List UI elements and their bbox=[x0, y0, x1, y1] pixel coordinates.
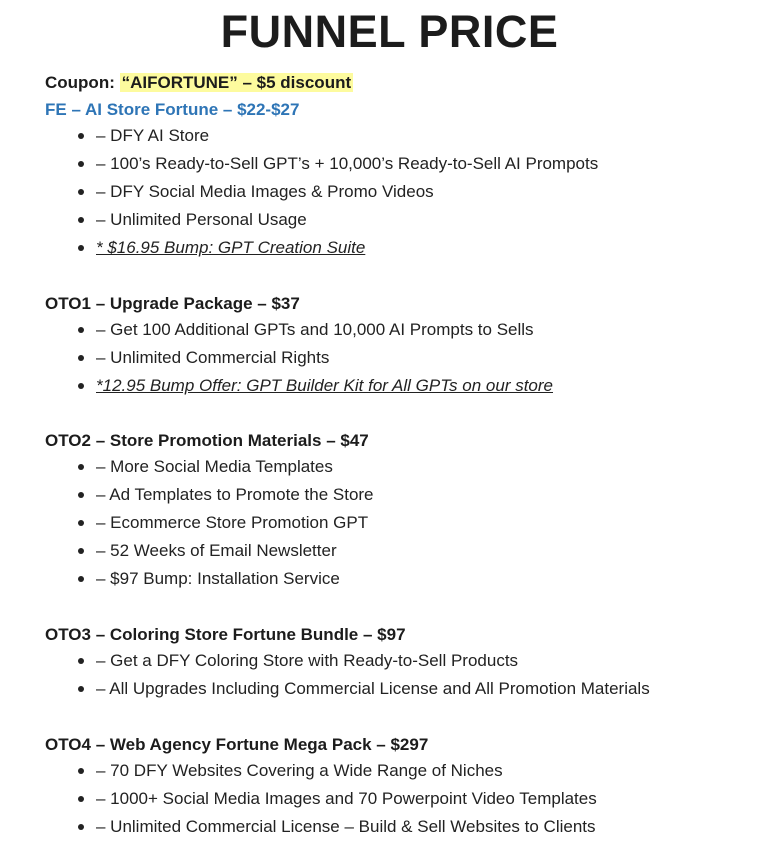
section-fe bbox=[45, 98, 765, 262]
bullet-icon bbox=[78, 796, 84, 802]
section-oto2-list bbox=[45, 453, 765, 593]
list-item bbox=[45, 565, 765, 593]
bullet-icon bbox=[78, 520, 84, 526]
bullet-icon bbox=[78, 658, 84, 664]
list-item-text: – Unlimited Personal Usage bbox=[96, 210, 307, 229]
section-title-oto1: OTO1 – Upgrade Package – $37 bbox=[45, 294, 300, 313]
list-item-text: – DFY AI Store bbox=[96, 126, 210, 145]
bullet-icon bbox=[78, 686, 84, 692]
bullet-icon bbox=[78, 245, 84, 251]
list-item-text: – Unlimited Commercial License – Build & Sell Websites to Clients bbox=[96, 817, 596, 836]
list-item bbox=[45, 509, 765, 537]
section-title-oto2: OTO2 – Store Promotion Materials – $47 bbox=[45, 431, 369, 450]
list-item bbox=[45, 647, 765, 675]
list-item bbox=[45, 537, 765, 565]
bullet-icon bbox=[78, 189, 84, 195]
list-item-text: – Ecommerce Store Promotion GPT bbox=[96, 513, 369, 532]
section-oto3-list bbox=[45, 647, 765, 703]
bullet-icon bbox=[78, 355, 84, 361]
section-oto2 bbox=[45, 429, 765, 593]
page-title: FUNNEL PRICE bbox=[220, 6, 559, 57]
bullet-icon bbox=[78, 492, 84, 498]
list-item bbox=[45, 122, 765, 150]
list-item-text: – All Upgrades Including Commercial License and All Promotion Materials bbox=[96, 679, 650, 698]
section-oto1-list bbox=[45, 316, 765, 400]
list-item-text: – $97 Bump: Installation Service bbox=[96, 569, 340, 588]
list-item bbox=[45, 785, 765, 813]
bump-offer-text: * $16.95 Bump: GPT Creation Suite bbox=[96, 238, 366, 257]
list-item-text: – 1000+ Social Media Images and 70 Powerpoint Video Templates bbox=[96, 789, 597, 808]
list-item bbox=[45, 453, 765, 481]
list-item-text: – 52 Weeks of Email Newsletter bbox=[96, 541, 337, 560]
list-item bbox=[45, 150, 765, 178]
section-title-fe: FE – AI Store Fortune – $22-$27 bbox=[45, 100, 300, 119]
list-item-text: – 100’s Ready-to-Sell GPT’s + 10,000’s Ready-to-Sell AI Prompots bbox=[96, 154, 599, 173]
coupon-code-highlight: “AIFORTUNE” – $5 discount bbox=[121, 73, 352, 92]
list-item bbox=[45, 206, 765, 234]
list-item-text: – Get 100 Additional GPTs and 10,000 AI Prompts to Sells bbox=[96, 320, 534, 339]
list-item-text: – Unlimited Commercial Rights bbox=[96, 348, 330, 367]
bullet-icon bbox=[78, 161, 84, 167]
list-item bbox=[45, 178, 765, 206]
bullet-icon bbox=[78, 133, 84, 139]
list-item-text: – Ad Templates to Promote the Store bbox=[96, 485, 374, 504]
list-item-text: – Get a DFY Coloring Store with Ready-to-Sell Products bbox=[96, 651, 519, 670]
list-item bbox=[45, 813, 765, 841]
list-item bbox=[45, 234, 765, 262]
list-item-text: – DFY Social Media Images & Promo Videos bbox=[96, 182, 434, 201]
coupon-line bbox=[45, 71, 353, 95]
list-item-text: – More Social Media Templates bbox=[96, 457, 333, 476]
bullet-icon bbox=[78, 548, 84, 554]
list-item bbox=[45, 675, 765, 703]
bullet-icon bbox=[78, 327, 84, 333]
bullet-icon bbox=[78, 383, 84, 389]
section-oto4-list bbox=[45, 757, 765, 841]
section-oto3 bbox=[45, 623, 765, 703]
list-item-text: – 70 DFY Websites Covering a Wide Range of Niches bbox=[96, 761, 503, 780]
bullet-icon bbox=[78, 464, 84, 470]
section-title-oto4: OTO4 – Web Agency Fortune Mega Pack – $297 bbox=[45, 735, 429, 754]
section-oto4 bbox=[45, 733, 765, 841]
list-item bbox=[45, 316, 765, 344]
bullet-icon bbox=[78, 217, 84, 223]
bullet-icon bbox=[78, 768, 84, 774]
section-fe-list bbox=[45, 122, 765, 262]
list-item bbox=[45, 481, 765, 509]
coupon-label: Coupon: bbox=[45, 73, 120, 92]
bump-offer-text: *12.95 Bump Offer: GPT Builder Kit for All GPTs on our store bbox=[96, 376, 553, 395]
bullet-icon bbox=[78, 576, 84, 582]
section-title-oto3: OTO3 – Coloring Store Fortune Bundle – $97 bbox=[45, 625, 406, 644]
bullet-icon bbox=[78, 824, 84, 830]
section-oto1 bbox=[45, 292, 765, 400]
list-item bbox=[45, 757, 765, 785]
list-item bbox=[45, 344, 765, 372]
list-item bbox=[45, 372, 765, 400]
